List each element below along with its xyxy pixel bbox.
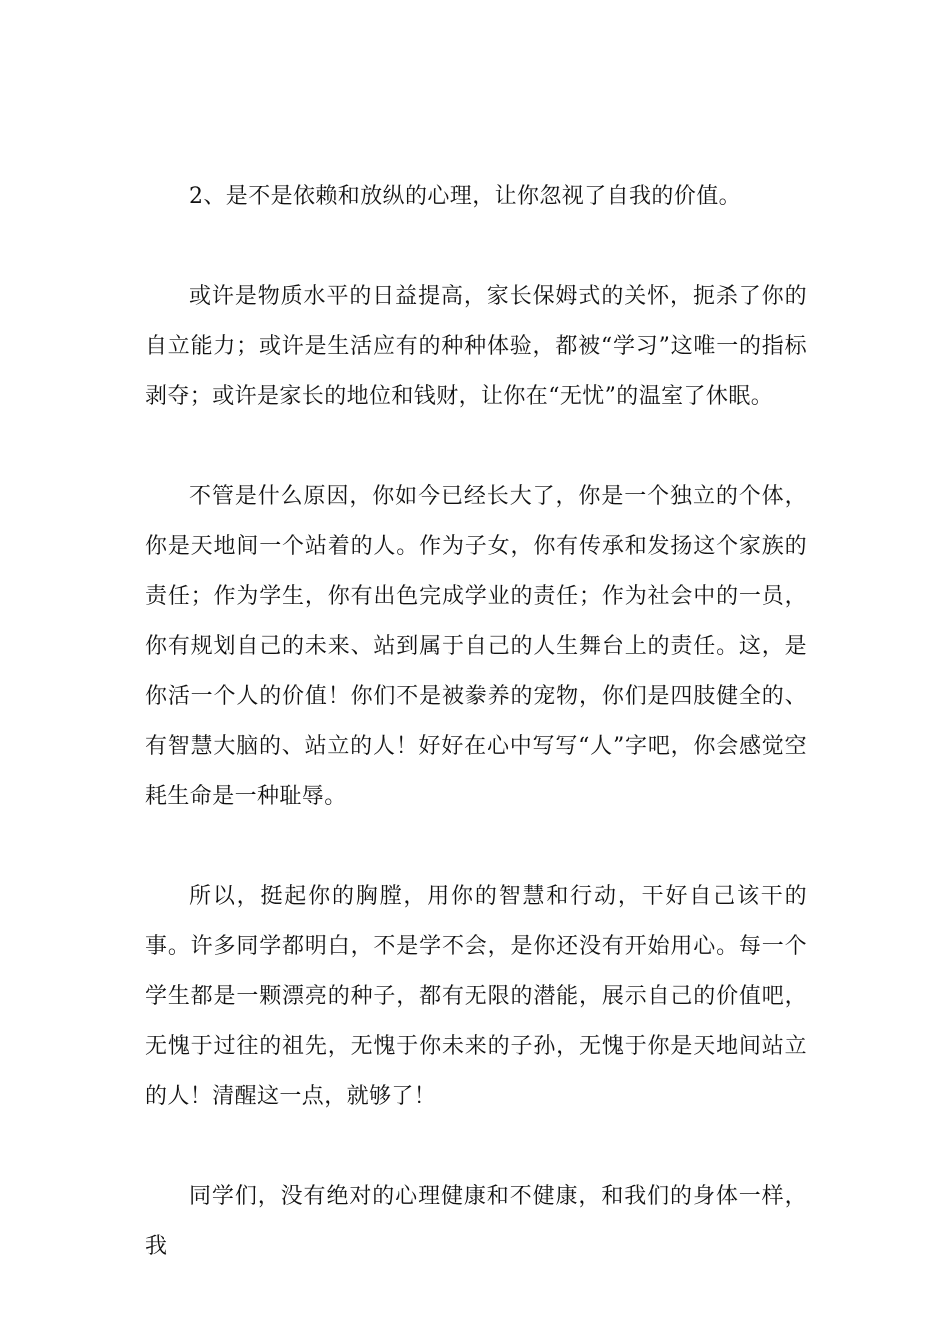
paragraph: 不管是什么原因，你如今已经长大了，你是一个独立的个体，你是天地间一个站着的人。作为子女，你有传承和发扬这个家族的责任；作为学生，你有出色完成学业的责任；作为社会中的一员，你有规划自己的未来、站到属于自己的人生舞台上的责任。这，是你活一个人的价值！你们不是被豢养的宠物，你们是四肢健全的、有智慧大脑的、站立的人！好好在心中写写“人”字吧，你会感觉空耗生命是一种耻辱。 bbox=[145, 484, 807, 809]
paragraph: 所以，挺起你的胸膛，用你的智慧和行动，干好自己该干的事。许多同学都明白，不是学不会，是你还没有开始用心。每一个学生都是一颗漂亮的种子，都有无限的潜能，展示自己的价值吧，无愧于过往的祖先，无愧于你未来的子孙，无愧于你是天地间站立的人！清醒这一点，就够了！ bbox=[145, 884, 807, 1109]
document-body bbox=[145, 172, 807, 1322]
paragraph: 或许是物质水平的日益提高，家长保姆式的关怀，扼杀了你的自立能力；或许是生活应有的种种体验，都被“学习”这唯一的指标剥夺；或许是家长的地位和钱财，让你在“无忧”的温室了休眠。 bbox=[145, 284, 807, 409]
paragraph: 同学们，没有绝对的心理健康和不健康，和我们的身体一样，我 bbox=[145, 1184, 807, 1259]
paragraph-heading-2: 2、是不是依赖和放纵的心理，让你忽视了自我的价值。 bbox=[189, 184, 741, 209]
